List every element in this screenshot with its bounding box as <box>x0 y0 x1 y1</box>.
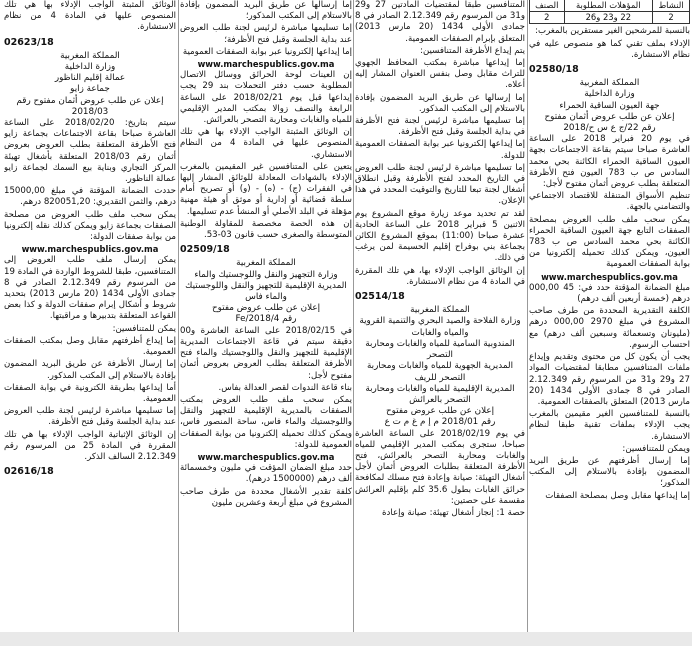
paragraph: حدد مبلغ الضمان المؤقت في مليون وخمسمائة ألف درهم (1500000 درهم). <box>180 463 352 485</box>
header-line: رقم 2018/01 م إ م غ م ت ع <box>384 417 496 428</box>
paragraph: إما إيداعها مقابل وصل بمصلحة الصفقات <box>545 490 690 501</box>
reference-number: 02514/18 <box>355 291 405 303</box>
header-line: المديرية الإقليمية للمياه والغابات ومحاربة التصحر بالعرائش <box>365 383 515 405</box>
paragraph: في يوم 20 فبراير 2018 على الساعة العاشرة صباحا سيتم بقاعة الاجتماعات بجهة العيون الساقية الحمراء الكائنة بحي محمد السادس ص ب 783 العيون فتح الأظرفة المتعلقة بطلب عروض أثمان مفتوح لأجل: <box>529 134 690 190</box>
paragraph: إن الوثائق المثبتة الواجب الإدلاء بها هي تلك المنصوص عليها في المادة 4 من النظام الاستشاري. <box>180 127 352 160</box>
paragraph: إما تسليمها مباشرة لرئيس لجنة فتح الأظرفة في بداية الجلسة وقبل فتح الأظرفة. <box>355 116 525 138</box>
qualification-table <box>529 0 690 24</box>
header-line: رقم 22/ج ع س ح/2018 <box>563 123 656 134</box>
paragraph: بالنسبة للمرشحين الغير مستقرين بالمغرب: <box>535 26 690 37</box>
reference-number: 02623/18 <box>4 36 54 48</box>
header-line: وزارة الفلاحة والصيد البحري والتنمية القروية والمياه والغابات <box>359 316 521 338</box>
paragraph: المتنافسين طبقا لمقتضيات المادتين 27 و29 و31 من المرسوم رقم 2.12.349 الصادر في 8 جمادى الأولى 1434 (20 مارس 2013) المتعلق بإبرام الصفقات العمومية. <box>355 0 525 44</box>
paragraph: إما تسليمها مباشرة لرئيس لجنة طلب العروض في التاريخ المحدد لفتح الأظرفة وقبل انطلاق أشغال لجنة تبعا للتاريخ والتوقيت المحدد في هذا الإعلان. <box>355 162 525 207</box>
paragraph: يتعين على المتنافسين غير المقيمين بالمغرب الإدلاء بالشهادات المعادلة للوثائق المشار إليها في الفقرات (ج) - (ه) - (و) أو تصريح أمام سلطة قضائية أو إدارية أو موثق أو هيئة مهنية مؤهلة في البلد الأصلي أو المنشأ عدم تسليمها. <box>180 161 352 217</box>
table-header-class: الصنف <box>530 0 565 12</box>
paragraph: بناء قاعة الندوات لقصر العدالة بفاس. <box>218 382 352 393</box>
paragraph: في يوم 2018/02/19 على الساعة العاشرة صباحا، ستجرى بمكتب المدير الإقليمي للمياه والغابات ومحاربة التصحر بالعرائش، فتح الأظرفة المتعلقة بطلبات العروض أثمان لأجل أشغال التهيئة: صيانة وإعادة فتح مسلك لمكافحة حرائق الغابات بطول 35.6 كلم بإقليم العرائش مقسمة على حصتين: <box>355 428 525 506</box>
column-divider <box>353 0 354 632</box>
paragraph: إما إيداعها مباشرة بمكتب المحافظ الجهوي للتراث مقابل وصل بنفس العنوان المشار إليه أعلاه. <box>355 58 525 91</box>
table-cell: 2 <box>530 12 565 24</box>
reference-number: 02616/18 <box>4 466 54 478</box>
paragraph: بالنسبة للمتنافسين الغير مقيمين بالمغرب يجب الإدلاء بملفات تقنية طبقا لنظام الاستشارة. <box>529 409 690 442</box>
paragraph: إن الوثائق الواجب الإدلاء بها، هي تلك المقررة في المادة 4 من نظام الاستشارة. <box>355 265 525 287</box>
header-line: جماعة زايو <box>70 84 110 95</box>
header-line: المملكة المغربية <box>60 50 120 61</box>
website-link[interactable]: www.marchespublics.gov.ma <box>197 59 335 70</box>
paragraph: إن الوثائق الإثباتية الواجب الإدلاء بها هي تلك المقررة في المادة 25 من المرسوم رقم 2.12.349 السالف الذكر. <box>4 429 176 462</box>
header-line: إعلان عن طلب عروض أثمان مفتوح رقم 2018/03 <box>16 95 164 117</box>
header-line: المملكة المغربية <box>236 258 296 269</box>
paragraph: يمكن سحب ملف طلب العروض بمكتب الصفقات بالمديرية الإقليمية للتجهيز والنقل واللوجستيك والماء فاس، ساحة المنصور فاس، ويمكن كذلك تحميله إلكترونيا من بوابة الصفقات العمومية للدولة: <box>180 394 352 450</box>
paragraph: يمكن سحب ملف طلب العروض بمصلحة الصفقات التابع جهة العيون الساقية الحمراء الكائنة بحي محمد السادس ص ب 783 العيون، ويمكن كذلك تحميله إلكترونيا من بوابة الصفقات العمومية <box>529 214 690 270</box>
paragraph: في 2018/02/15 على الساعة العاشرة و00 دقيقة سيتم في قاعة الاجتماعات المديرية الإقليمية للتجهيز والنقل واللوجستيك والماء فتح الأظرفة المتعلقة بطلب العروض بعروض أثمان مفتوح لأجل: <box>180 325 352 381</box>
paragraph: الإدلاء بملف تقني كما هو منصوص عليه في نظام الاستشارة. <box>529 38 690 60</box>
paragraph: إما تسليمها مباشرة لرئيس لجنة طلب العروض عند بداية الجلسة وقبل فتح الأظرفة؛ <box>180 23 352 45</box>
paragraph: يتم إيداع الأظرفة المتنافسين: <box>420 45 525 56</box>
announcement-column-3 <box>180 0 352 632</box>
table-header-qualifications: المؤهلات المطلوبة <box>564 0 653 12</box>
paragraph: يمكن سحب ملف طلب العروض من مصلحة الصفقات بجماعة زايو ويمكن كذلك نقله إلكترونيا من بوابة صفقات الدولة: <box>4 209 176 243</box>
header-line: رقم Fe/2018/4 <box>235 314 297 325</box>
paragraph: إما إيداعها إلكترونيا عبر بوابة الصفقات العمومية للدولة. <box>355 139 525 161</box>
paragraph: إما تسليمها مباشرة لرئيس لجنة طلب العروض عند بداية الجلسة وقبل فتح الأظرفة. <box>4 406 176 428</box>
paragraph: ويمكن للمتنافسين: <box>622 443 690 454</box>
paragraph: حددت الضمانة المؤقتة في مبلغ 15000,00 درهم، والثمن التقديري: 820051,20 درهم. <box>4 186 176 208</box>
reference-number: 02580/18 <box>529 64 579 76</box>
header-line: وزارة الداخلية <box>584 89 635 100</box>
column-divider <box>178 0 179 632</box>
paragraph: إما إيداعها إلكترونيا عبر بوابة الصفقات العمومية <box>182 46 352 57</box>
reference-number: 02509/18 <box>180 244 230 256</box>
website-link[interactable]: www.marchespublics.gov.ma <box>541 271 678 282</box>
paragraph: أما إيداعها بطريقة الكترونية في بوابة الصفقات العمومية. <box>4 382 176 404</box>
header-line: وزارة الداخلية <box>64 62 116 73</box>
paragraph: يمكن إرسال ملف طلب العروض إلى المتنافسين، طبقا للشروط الواردة في المادة 19 من المرسوم رقم 2.12.349 الصادر في 8 جمادى الأولى 1434 (20 مارس 2013) بتحديد شروط و أشكال إبرام صفقات الدولة و كذا بعض القواعد المتعلقة بتدبيرها و مراقبتها. <box>4 255 176 322</box>
header-line: المديرية الإقليمية للتجهيز والنقل واللوجستيك والماء فاس <box>185 280 347 303</box>
paragraph: سيتم بتاريخ: 2018/02/20 على الساعة العاشرة صباحا بقاعة الاجتماعات بجماعة زايو فتح الأظرفة المتعلقة بطلب العروض بعروض أثمان رقم 2018/03 المتعلقة بأشغال تهيئة المركز التجاري وبناية بيع السمك لجماعة زايو عمالة الناظور. <box>4 118 176 185</box>
website-link[interactable]: www.marchespublics.gov.ma <box>21 244 159 255</box>
table-header-activity: النشاط <box>653 0 690 12</box>
announcement-column-4 <box>4 0 176 632</box>
paragraph: تنظيم الأسواق المتنقلة للاقتصاد الاجتماعي والتضامني بالجهة. <box>529 191 690 213</box>
paragraph: الكلفة التقديرية المحددة من طرف صاحب المشروع في مبلغ 2970 000,00 درهم (مليونان وتسعمائة وسبعين ألف درهم) مع احتساب الرسوم. <box>529 306 690 350</box>
header-line: جهة العيون الساقية الحمراء <box>559 100 660 111</box>
paragraph: يجب أن يكون كل من محتوى وتقديم وإيداع ملفات المتنافسين مطابقا لمقتضيات المواد 27 و29 و31 من المرسوم رقم 2.12.349 الصادر في 8 جمادى الأولى 1434 (20 مارس 2013) المتعلق بالصفقات العمومية. <box>529 352 690 407</box>
paragraph: إما إرسال أظرفتهم عن طريق البريد المضمون بإفادة بالاستلام إلى المكتب المذكور؛ <box>529 455 690 489</box>
header-line: المندوبية السامية للمياه والغابات ومحاربة التصحر <box>365 338 515 361</box>
paragraph: إن هذه الحصة مخصصة للمقاولة الوطنية المتوسطة والصغرى حسب قانون 03-53. <box>180 218 352 241</box>
header-line: عمالة إقليم الناظور <box>54 73 126 84</box>
paragraph: حصة 1: إنجاز أشغال تهيئة: صيانة وإعادة <box>382 507 525 518</box>
table-cell: 22 و23 و26 <box>564 12 653 24</box>
header-line: إعلان عن طلب عروض مفتوح <box>385 406 495 417</box>
header-line: المملكة المغربية <box>579 78 640 89</box>
bottom-bar <box>0 632 692 646</box>
header-line: المديرية الجهوية للمياه والغابات ومحاربة التصحر للريف <box>366 361 514 383</box>
paragraph: إما إرسالها عن طريق البريد المضمون بإفادة بالاستلام إلى المكتب المذكور. <box>355 92 525 114</box>
paragraph: الوثائق المثبتة الواجب الإدلاء بها هي تلك المنصوص عليها في المادة 4 من نظام الاستشارة. <box>4 0 176 33</box>
header-line: وزارة التجهيز والنقل واللوجستيك والماء <box>194 269 338 280</box>
paragraph: لقد تم تحديد موعد زيارة موقع المشروع يوم الاثنين 5 فبراير 2018 على الساعة الحادية عشرة صباحا (11:00) بموقع المشروع الكائن بجماعة بني بوفراح إقليم الحسيمة لمن يرغب في ذلك. <box>355 208 525 264</box>
header-line: إعلان عن طلب عروض أثمان مفتوح <box>544 111 675 122</box>
paragraph: إما إيداع أظرفتهم مقابل وصل بمكتب الصفقات العمومية. <box>4 335 176 358</box>
announcement-column-1 <box>529 0 690 632</box>
paragraph: إما إرسال الأظرفة عن طريق البريد المضمون بإفادة بالاستلام إلى المكتب المذكور. <box>4 359 176 381</box>
paragraph: إما إرسالها عن طريق البريد المضمون بإفادة بالاستلام إلى المكتب المذكور؛ <box>180 0 352 22</box>
paragraph: يمكن للمتنافسين: <box>112 323 176 334</box>
table-cell: 2 <box>653 12 690 24</box>
header-line: المملكة المغربية <box>410 305 470 316</box>
announcement-column-2 <box>355 0 525 632</box>
column-divider <box>527 0 528 632</box>
header-line: إعلان عن طلب عروض مفتوح <box>211 303 321 314</box>
paragraph: إن العينات لوحة الحرائق ووسائل الاتصال المطلوبة حسب دفتر التحملات بند 29 يجب إيداعها قبل يوم 2018/02/21 على الساعة الرابعة والنصف زوالا بمكتب المدير الإقليمي للمياه والغابات ومحاربة التصحر بالعرائش. <box>180 70 352 126</box>
website-link[interactable]: www.marchespublics.gov.ma <box>197 451 335 462</box>
paragraph: مبلغ الضمانة المؤقتة حدد في: 45 000,00 درهم (خمسة أربعين ألف درهم) <box>529 282 690 305</box>
paragraph: كلفة تقدير الأشغال محددة من طرف صاحب المشروع في مبلغ أربعة وعشرين مليون <box>180 486 352 508</box>
